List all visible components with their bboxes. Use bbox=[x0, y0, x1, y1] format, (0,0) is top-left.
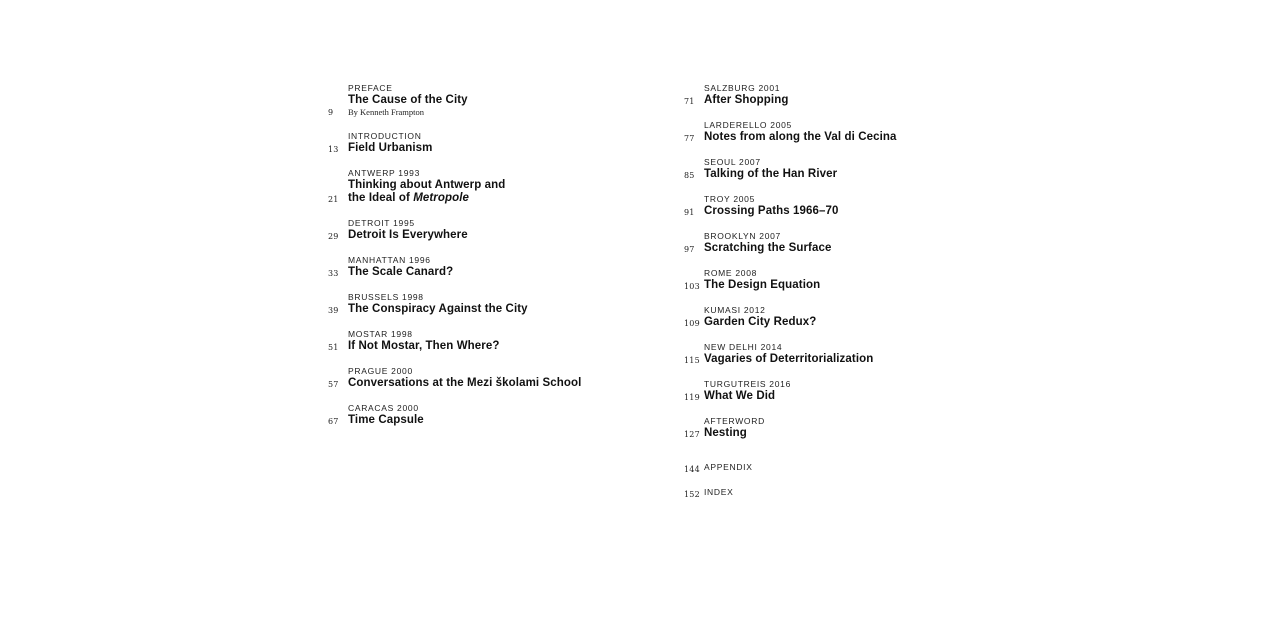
section-kicker: CARACAS 2000 bbox=[348, 403, 419, 413]
entry-title: Garden City Redux? bbox=[704, 316, 817, 328]
contents-column-right bbox=[684, 83, 1104, 510]
page-number: 77 bbox=[684, 134, 695, 143]
entry-title: Detroit Is Everywhere bbox=[348, 229, 468, 241]
toc-entry[interactable] bbox=[684, 379, 1104, 403]
entry-title: Notes from along the Val di Cecina bbox=[704, 131, 897, 143]
page-number: 51 bbox=[328, 343, 339, 352]
entry-title-italic: Metropole bbox=[413, 192, 470, 204]
page-number: 152 bbox=[684, 490, 700, 499]
toc-entry[interactable] bbox=[684, 231, 1104, 255]
section-kicker: MANHATTAN 1996 bbox=[348, 255, 431, 265]
entry-title: After Shopping bbox=[704, 94, 789, 106]
section-kicker: BROOKLYN 2007 bbox=[704, 231, 781, 241]
section-kicker: INTRODUCTION bbox=[348, 131, 422, 141]
page-number: 91 bbox=[684, 208, 695, 217]
section-kicker: AFTERWORD bbox=[704, 416, 765, 426]
page-number: 97 bbox=[684, 245, 695, 254]
section-kicker: PRAGUE 2000 bbox=[348, 366, 413, 376]
toc-entry[interactable] bbox=[684, 83, 1104, 107]
toc-entry-appendix[interactable] bbox=[684, 460, 1104, 474]
entry-title: Talking of the Han River bbox=[704, 168, 838, 180]
page-number: 85 bbox=[684, 171, 695, 180]
section-kicker: PREFACE bbox=[348, 83, 393, 93]
back-matter bbox=[684, 460, 1104, 499]
toc-entry[interactable] bbox=[684, 416, 1104, 440]
section-kicker: NEW DELHI 2014 bbox=[704, 342, 783, 352]
toc-entry-index[interactable] bbox=[684, 485, 1104, 499]
toc-entry[interactable] bbox=[684, 194, 1104, 218]
section-kicker: ANTWERP 1993 bbox=[348, 168, 421, 178]
page-number: 13 bbox=[328, 145, 339, 154]
page-number: 115 bbox=[684, 356, 700, 365]
entry-title: Vagaries of Deterritorialization bbox=[704, 353, 874, 365]
page-number: 57 bbox=[328, 380, 339, 389]
section-kicker: TROY 2005 bbox=[704, 194, 756, 204]
section-kicker: ROME 2008 bbox=[704, 268, 758, 278]
section-kicker: APPENDIX bbox=[704, 462, 753, 472]
entry-title-line: Thinking about Antwerp and bbox=[348, 179, 506, 191]
toc-entry[interactable] bbox=[684, 342, 1104, 366]
page-number: 29 bbox=[328, 232, 339, 241]
page-number: 39 bbox=[328, 306, 339, 315]
page-number: 127 bbox=[684, 430, 700, 439]
toc-entry[interactable] bbox=[684, 157, 1104, 181]
page-number: 119 bbox=[684, 393, 700, 402]
page-number: 71 bbox=[684, 97, 695, 106]
toc-entry[interactable] bbox=[684, 305, 1104, 329]
section-kicker: KUMASI 2012 bbox=[704, 305, 766, 315]
entry-byline: By Kenneth Frampton bbox=[348, 107, 425, 117]
page-number: 33 bbox=[328, 269, 339, 278]
section-kicker: MOSTAR 1998 bbox=[348, 329, 413, 339]
section-kicker: DETROIT 1995 bbox=[348, 218, 415, 228]
entry-title: The Conspiracy Against the City bbox=[348, 303, 528, 315]
entry-title: If Not Mostar, Then Where? bbox=[348, 340, 500, 352]
toc-entry[interactable] bbox=[684, 120, 1104, 144]
page-number: 67 bbox=[328, 417, 339, 426]
entry-title: Nesting bbox=[704, 427, 747, 439]
entry-title: The Cause of the City bbox=[348, 94, 468, 106]
page-number: 21 bbox=[328, 195, 339, 204]
entry-title: Conversations at the Mezi školami School bbox=[348, 377, 582, 389]
entry-title: Field Urbanism bbox=[348, 142, 433, 154]
page-number: 103 bbox=[684, 282, 700, 291]
page-number: 9 bbox=[328, 108, 334, 117]
section-kicker: SALZBURG 2001 bbox=[704, 83, 781, 93]
entry-title-text: the Ideal of bbox=[348, 192, 414, 204]
page-number: 109 bbox=[684, 319, 700, 328]
entry-title: Scratching the Surface bbox=[704, 242, 832, 254]
section-kicker: TURGUTREIS 2016 bbox=[704, 379, 792, 389]
toc-entry[interactable] bbox=[684, 268, 1104, 292]
section-kicker: INDEX bbox=[704, 487, 734, 497]
entry-title: The Design Equation bbox=[704, 279, 821, 291]
section-kicker: SEOUL 2007 bbox=[704, 157, 761, 167]
entry-title: What We Did bbox=[704, 390, 776, 402]
entry-title: The Scale Canard? bbox=[348, 266, 454, 278]
entry-title: Time Capsule bbox=[348, 414, 424, 426]
section-kicker: BRUSSELS 1998 bbox=[348, 292, 424, 302]
section-kicker: LARDERELLO 2005 bbox=[704, 120, 792, 130]
entry-title: Crossing Paths 1966–70 bbox=[704, 205, 839, 217]
page-number: 144 bbox=[684, 465, 700, 474]
